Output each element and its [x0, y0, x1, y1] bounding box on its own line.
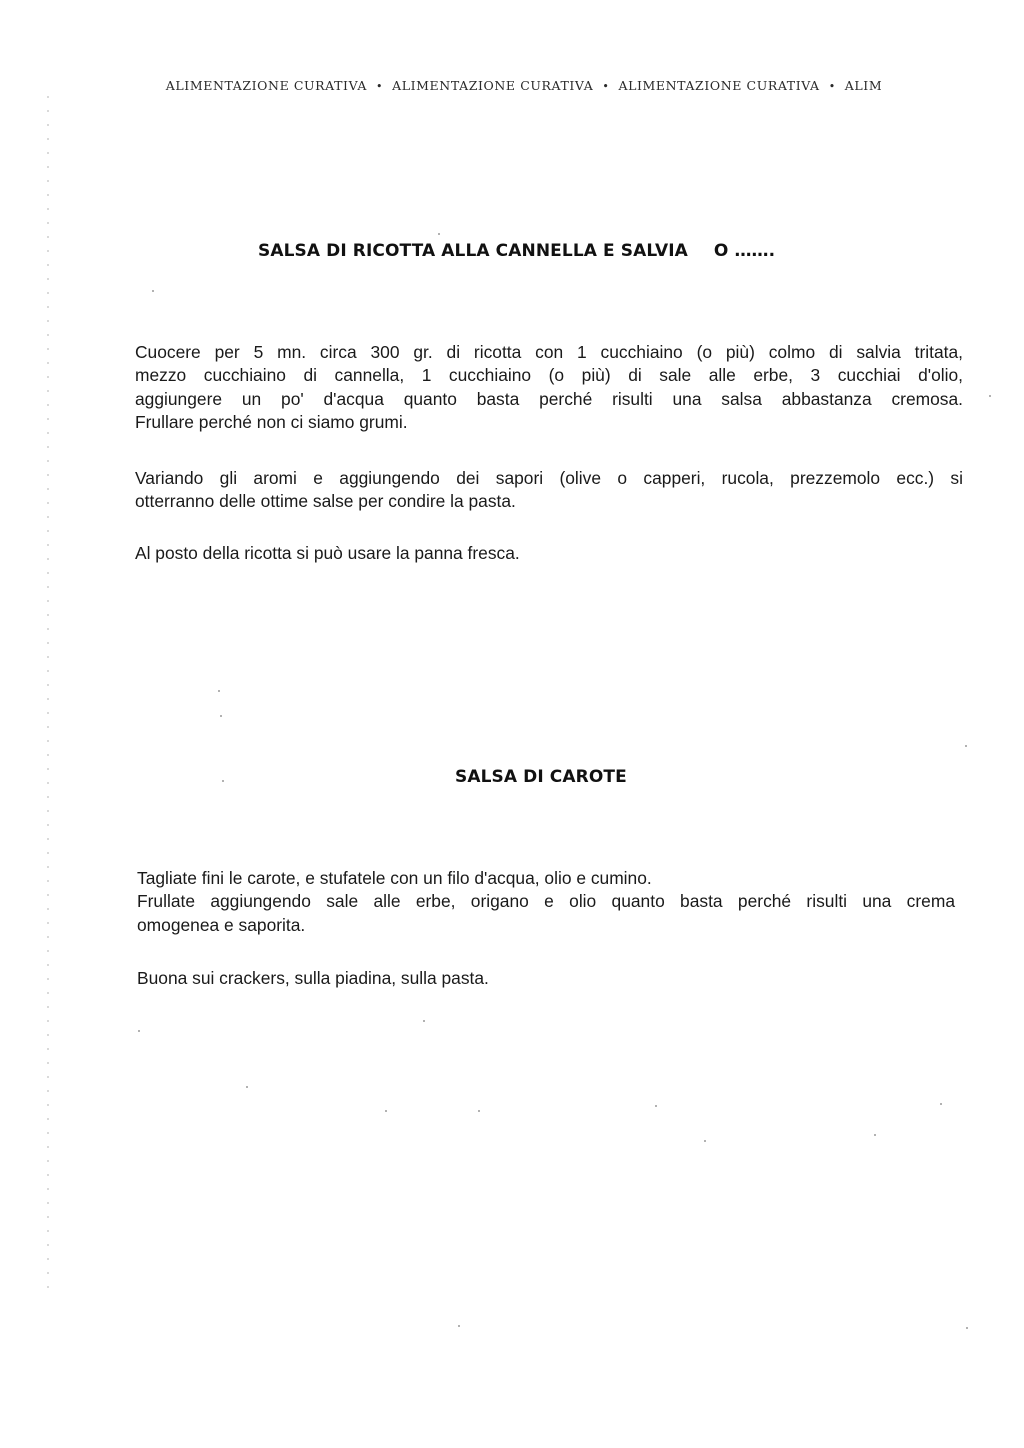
scan-speck [152, 290, 154, 292]
text-line: aggiungere un po' d'acqua quanto basta perché risulti una salsa abbastanza cremosa. [135, 388, 963, 409]
text-line: Frullare perché non ci siamo grumi. [135, 411, 408, 432]
header-separator: • [376, 80, 384, 93]
scan-speck [218, 690, 220, 692]
scan-speck [704, 1140, 706, 1142]
ricotta-instructions [135, 341, 963, 434]
text-line: Cuocere per 5 mn. circa 300 gr. di ricotta con 1 cucchiaino (o più) colmo di salvia tritata, [135, 342, 963, 362]
header-segment: ALIM [844, 78, 883, 93]
scan-speck [874, 1134, 876, 1136]
header-segment: ALIMENTAZIONE CURATIVA [165, 78, 367, 93]
header-segment: ALIMENTAZIONE CURATIVA [392, 78, 594, 93]
text-line: Tagliate fini le carote, e stufatele con un filo d'acqua, olio e cumino. [137, 868, 652, 888]
scan-speck [138, 1030, 140, 1032]
scan-speck [965, 745, 967, 747]
header-separator: • [828, 80, 836, 93]
scan-speck [458, 1325, 460, 1327]
scan-speck [385, 1110, 387, 1112]
header-segment: ALIMENTAZIONE CURATIVA [618, 78, 820, 93]
scan-speck [222, 780, 224, 782]
scan-speck [478, 1110, 480, 1112]
text-line: mezzo cucchiaino di cannella, 1 cucchiaino (o più) di sale alle erbe, 3 cucchiai d'olio, [135, 365, 963, 386]
recipe-title-carote: SALSA DI CAROTE [455, 767, 627, 787]
scan-speck [246, 1086, 248, 1088]
running-header [0, 78, 1024, 93]
text-line: omogenea e saporita. [137, 914, 306, 935]
recipe-title-text: SALSA DI RICOTTA ALLA CANNELLA E SALVIA [258, 241, 688, 261]
scan-speck [423, 1020, 425, 1022]
scan-edge-artifact [47, 90, 49, 1290]
text-line: Frullate aggiungendo sale alle erbe, origano e olio quanto basta perché risulti una crema [137, 891, 955, 912]
scan-speck [940, 1103, 942, 1105]
text-line: Variando gli aromi e aggiungendo dei sapori (olive o capperi, rucola, prezzemolo ecc.) si [135, 468, 963, 488]
scan-speck [438, 233, 440, 235]
header-separator: • [602, 80, 610, 93]
text-line: Buona sui crackers, sulla piadina, sulla pasta. [137, 968, 489, 988]
scan-speck [989, 395, 991, 397]
ricotta-variations [135, 467, 963, 514]
scan-speck [220, 715, 222, 717]
scan-speck [655, 1105, 657, 1107]
text-line: Al posto della ricotta si può usare la panna fresca. [135, 543, 520, 563]
ricotta-note [135, 542, 963, 565]
carote-instructions [137, 867, 965, 937]
recipe-title-ricotta [258, 241, 775, 261]
carote-serving [137, 967, 965, 990]
text-line: otterranno delle ottime salse per condire la pasta. [135, 491, 516, 512]
scan-speck [966, 1327, 968, 1329]
recipe-title-suffix: O ……. [713, 241, 776, 261]
